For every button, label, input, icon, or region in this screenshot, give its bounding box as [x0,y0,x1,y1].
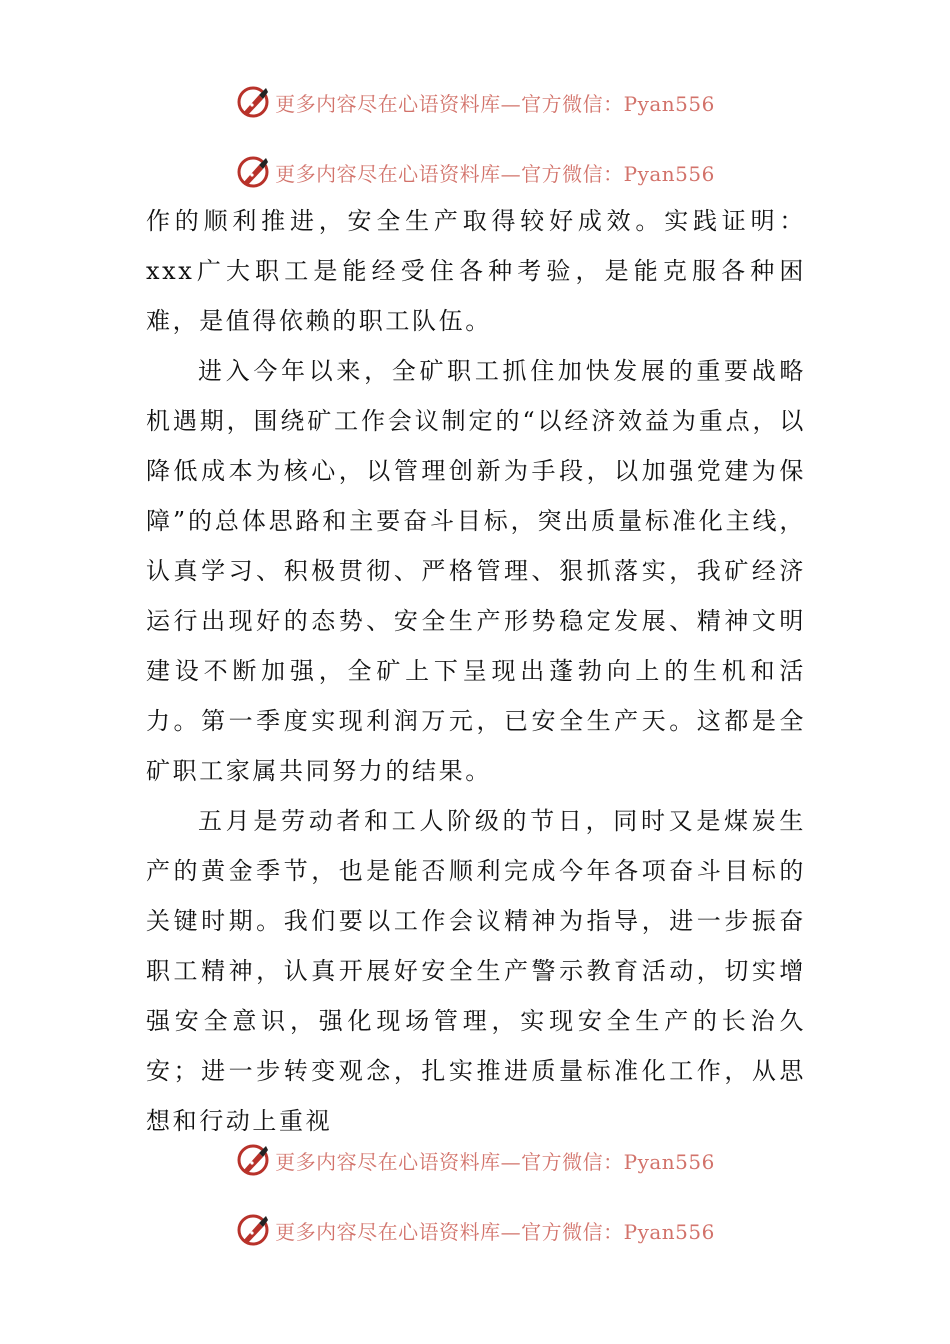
pen-nib-logo-icon [235,84,271,120]
watermark-text: 更多内容尽在心语资料库—官方微信：Pyan556 [275,91,715,116]
paragraph-1: 作的顺利推进，安全生产取得较好成效。实践证明：xxx广大职工是能经受住各种考验，是能克服各种困难，是值得依赖的职工队伍。 [146,207,806,335]
pen-nib-logo-icon [235,1142,271,1178]
watermark-text: 更多内容尽在心语资料库—官方微信：Pyan556 [275,1219,715,1244]
watermark-banner-4 [0,1210,950,1250]
watermark-banner-3 [0,1140,950,1180]
watermark-text: 更多内容尽在心语资料库—官方微信：Pyan556 [275,1149,715,1174]
pen-nib-logo-icon [235,154,271,190]
watermark-banner-1 [0,82,950,122]
document-body [146,196,806,1146]
paragraph-3: 五月是劳动者和工人阶级的节日，同时又是煤炭生产的黄金季节，也是能否顺利完成今年各项奋斗目标的关键时期。我们要以工作会议精神为指导，进一步振奋职工精神，认真开展好安全生产警示教育活动，切实增强安全意识，强化现场管理，实现安全生产的长治久安；进一步转变观念，扎实推进质量标准化工作，从思想和行动上重视 [146,807,806,1135]
paragraph-2: 进入今年以来，全矿职工抓住加快发展的重要战略机遇期，围绕矿工作会议制定的“以经济效益为重点，以降低成本为核心，以管理创新为手段，以加强党建为保障”的总体思路和主要奋斗目标，突出质量标准化主线，认真学习、积极贯彻、严格管理、狠抓落实，我矿经济运行出现好的态势、安全生产形势稳定发展、精神文明建设不断加强，全矿上下呈现出蓬勃向上的生机和活力。第一季度实现利润万元，已安全生产天。这都是全矿职工家属共同努力的结果。 [146,357,806,785]
pen-nib-logo-icon [235,1212,271,1248]
watermark-banner-2 [0,152,950,192]
watermark-text: 更多内容尽在心语资料库—官方微信：Pyan556 [275,161,715,186]
